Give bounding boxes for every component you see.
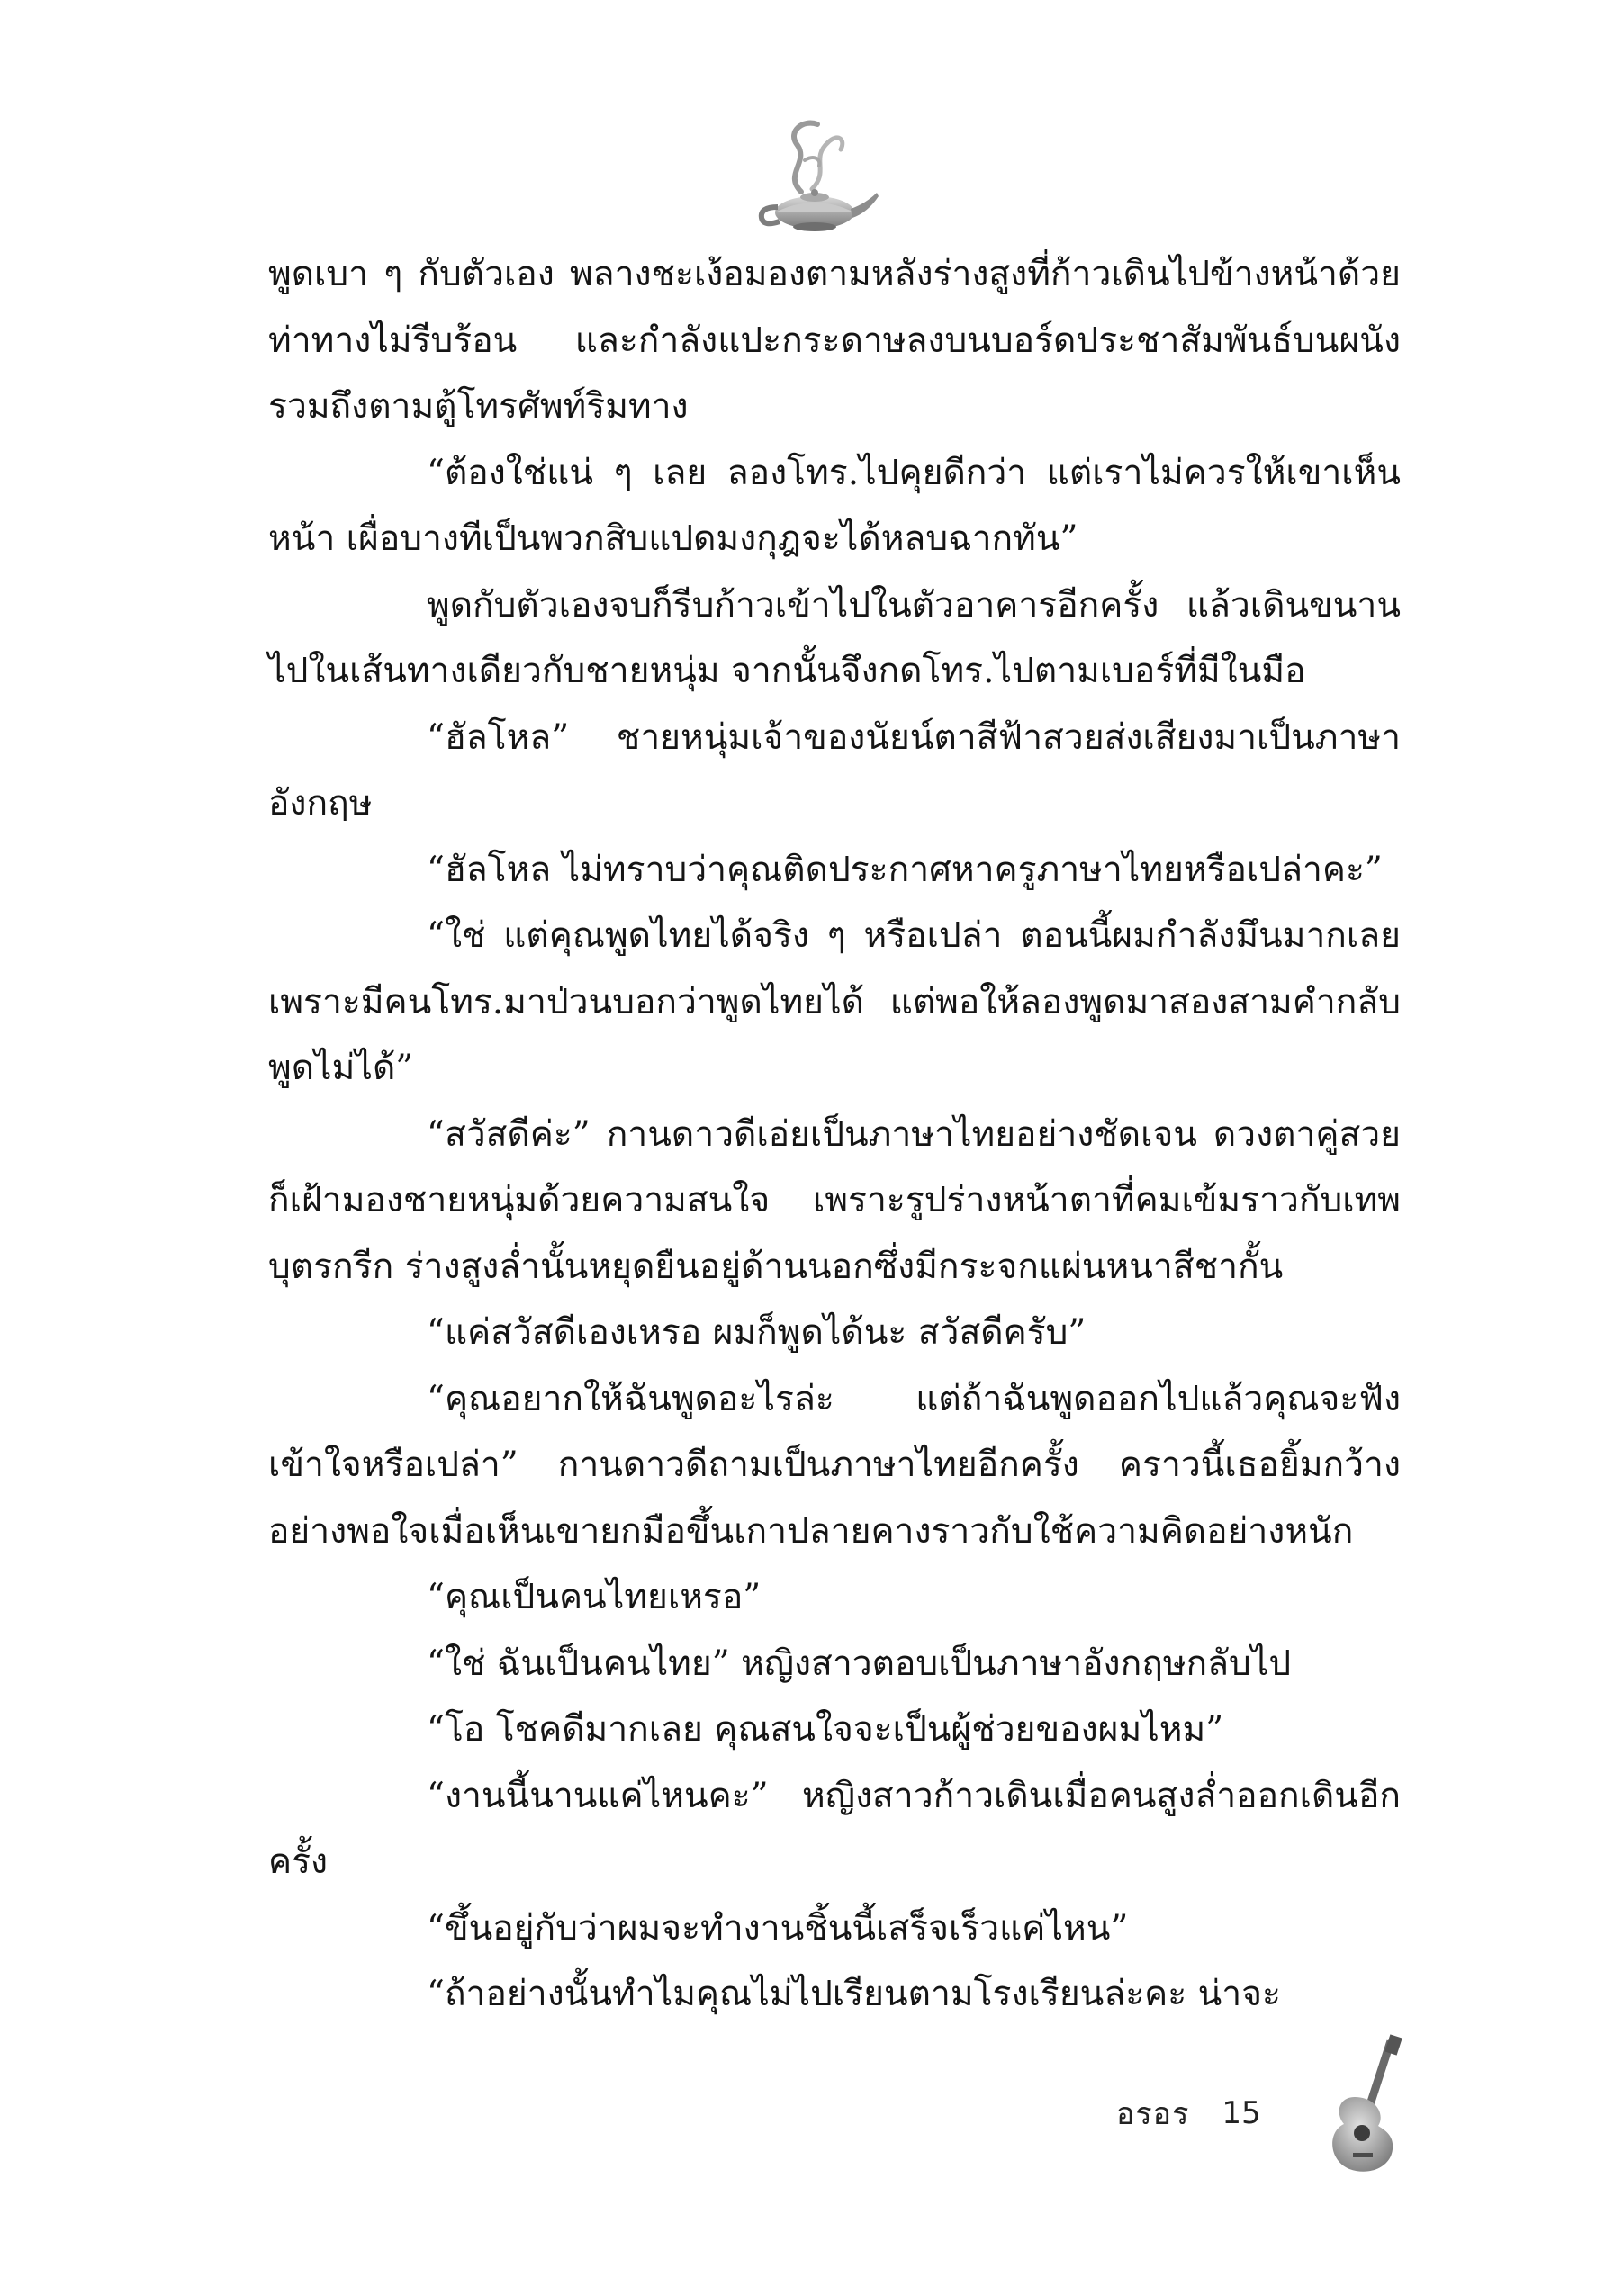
- paragraph: “คุณอยากให้ฉันพูดอะไรล่ะ แต่ถ้าฉันพูดออกไปแล้วคุณจะฟังเข้าใจหรือเปล่า” กานดาวดีถามเป็นภาษาไทยอีกครั้ง คราวนี้เธอยิ้มกว้างอย่างพอใจเมื่อเห็นเขายกมือขึ้นเกาปลายคางราวกับใช้ความคิดอย่างหนัก: [268, 1378, 1401, 1552]
- paragraph: “แค่สวัสดีเองเหรอ ผมก็พูดได้นะ สวัสดีครับ”: [427, 1312, 1087, 1353]
- paragraph: “คุณเป็นคนไทยเหรอ”: [427, 1577, 762, 1617]
- paragraph: พูดเบา ๆ กับตัวเอง พลางชะเง้อมองตามหลังร่างสูงที่ก้าวเดินไปข้างหน้าด้วยท่าทางไม่รีบร้อน และกำลังแปะกระดาษลงบนบอร์ดประชาสัมพันธ์บนผนังรวมถึงตามตู้โทรศัพท์ริมทาง: [268, 254, 1401, 427]
- paragraph: “ใช่ แต่คุณพูดไทยได้จริง ๆ หรือเปล่า ตอนนี้ผมกำลังมึนมากเลยเพราะมีคนโทร.มาป่วนบอกว่าพูดไทยได้ แต่พอให้ลองพูดมาสองสามคำกลับพูดไม่ได้”: [268, 915, 1401, 1088]
- paragraph: “ถ้าอย่างนั้นทำไมคุณไม่ไปเรียนตามโรงเรียนล่ะคะ น่าจะ: [427, 1974, 1281, 2014]
- teapot-with-smoke-icon: [747, 106, 882, 241]
- paragraph: “งานนี้นานแค่ไหนคะ” หญิงสาวก้าวเดินเมื่อคนสูงลํ่าออกเดินอีกครั้ง: [268, 1775, 1401, 1882]
- paragraph: “ใช่ ฉันเป็นคนไทย” หญิงสาวตอบเป็นภาษาอังกฤษกลับไป: [427, 1643, 1292, 1684]
- book-title: อรอร: [1116, 2096, 1190, 2132]
- acoustic-guitar-icon: [1319, 2034, 1418, 2178]
- paragraph: “สวัสดีค่ะ” กานดาวดีเอ่ยเป็นภาษาไทยอย่างชัดเจน ดวงตาคู่สวยก็เฝ้ามองชายหนุ่มด้วยความสนใจ เพราะรูปร่างหน้าตาที่คมเข้มราวกับเทพบุตรกรีก ร่างสูงลํ่านั้นหยุดยืนอยู่ด้านนอกซึ่งมีกระจกแผ่นหนาสีชากั้น: [268, 1113, 1401, 1287]
- body-text: [268, 241, 1401, 2028]
- paragraph: พูดกับตัวเองจบก็รีบก้าวเข้าไปในตัวอาคารอีกครั้ง แล้วเดินขนานไปในเส้นทางเดียวกับชายหนุ่ม จากนั้นจึงกดโทร.ไปตามเบอร์ที่มีในมือ: [268, 584, 1401, 691]
- paragraph: “ฮัลโหล ไม่ทราบว่าคุณติดประกาศหาครูภาษาไทยหรือเปล่าคะ”: [427, 849, 1383, 890]
- page-number: 15: [1222, 2095, 1261, 2131]
- paragraph: “โอ โชคดีมากเลย คุณสนใจจะเป็นผู้ช่วยของผมไหม”: [427, 1709, 1224, 1750]
- paragraph: “ต้องใช่แน่ ๆ เลย ลองโทร.ไปคุยดีกว่า แต่เราไม่ควรให้เขาเห็นหน้า เผื่อบางทีเป็นพวกสิบแปดมงกุฎจะได้หลบฉากทัน”: [268, 452, 1401, 559]
- paragraph: “ฮัลโหล” ชายหนุ่มเจ้าของนัยน์ตาสีฟ้าสวยส่งเสียงมาเป็นภาษาอังกฤษ: [268, 716, 1401, 824]
- paragraph: “ขึ้นอยู่กับว่าผมจะทำงานชิ้นนี้เสร็จเร็วแค่ไหน”: [427, 1907, 1129, 1949]
- page-footer: [1116, 2086, 1288, 2140]
